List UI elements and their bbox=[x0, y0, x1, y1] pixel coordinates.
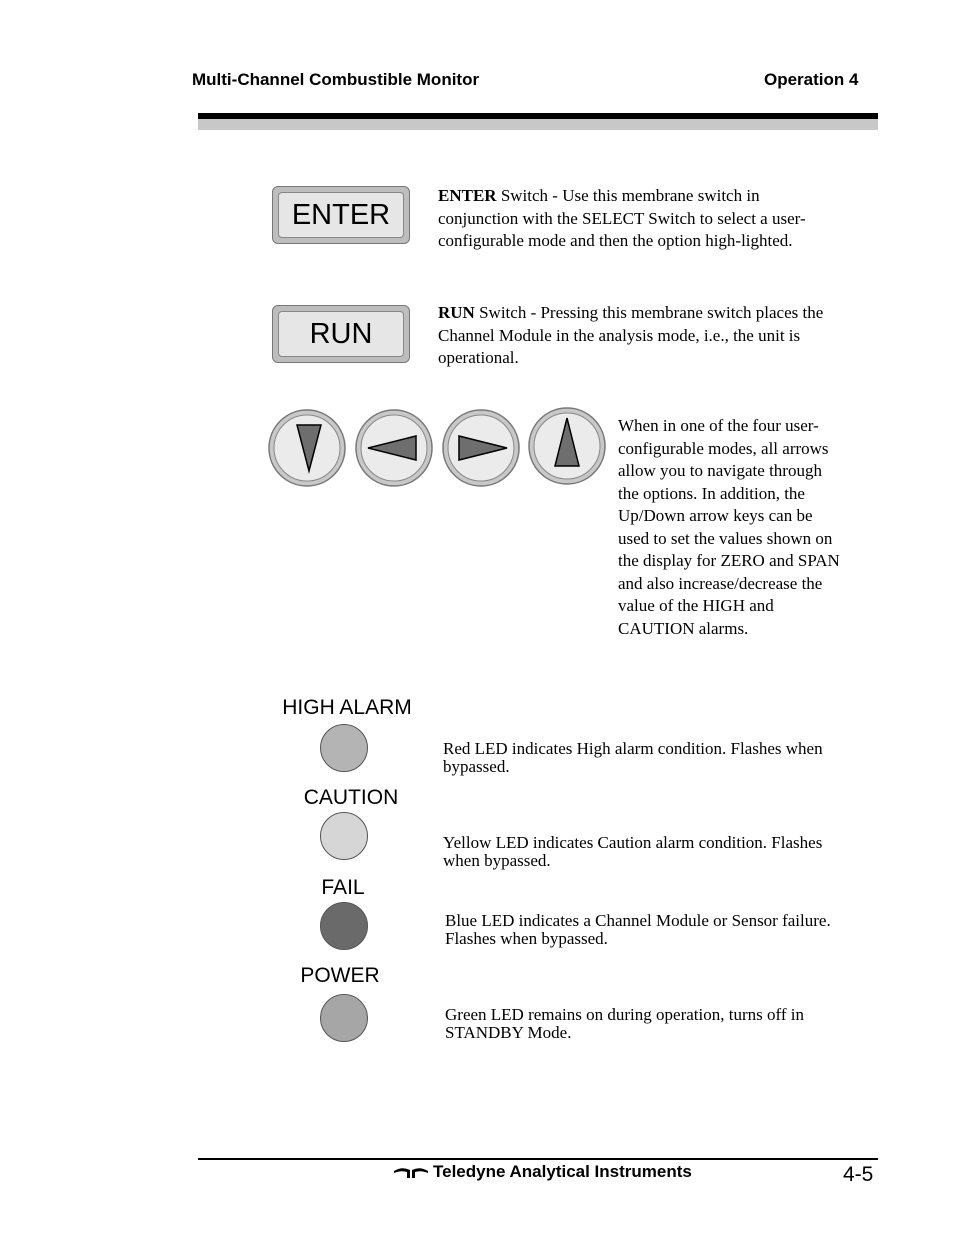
fail-description: Blue LED indicates a Channel Module or Sensor failure. Flashes when bypassed. bbox=[445, 911, 831, 948]
enter-key-label: ENTER bbox=[278, 192, 404, 238]
led-label-fail: FAIL bbox=[321, 876, 365, 899]
right-arrow-icon bbox=[441, 408, 521, 488]
caution-led bbox=[320, 812, 368, 860]
run-description bbox=[438, 302, 838, 370]
footer-rule bbox=[198, 1158, 878, 1160]
arrows-description: When in one of the four user-configurable modes, all arrows allow you to navigate through the options. In addition, the Up/Down arrow keys can be used to set the values shown on the display for ZERO and SPAN and also increase/decrease the value of the HIGH and CAUTION alarms. bbox=[618, 416, 840, 638]
teledyne-logo-icon bbox=[393, 1165, 429, 1179]
up-arrow-icon bbox=[527, 406, 607, 486]
led-label-power: POWER bbox=[300, 964, 380, 987]
footer-brand bbox=[393, 1162, 692, 1182]
footer-brand-name: Teledyne Analytical Instruments bbox=[433, 1162, 692, 1181]
run-key-label: RUN bbox=[278, 311, 404, 357]
caution-description: Yellow LED indicates Caution alarm condition. Flashes when bypassed. bbox=[443, 833, 823, 870]
power-description: Green LED remains on during operation, turns off in STANDBY Mode. bbox=[445, 1005, 804, 1042]
run-key-illustration bbox=[272, 305, 410, 363]
down-arrow-icon bbox=[267, 408, 347, 488]
run-term: RUN bbox=[438, 303, 475, 322]
left-arrow-icon bbox=[354, 408, 434, 488]
power-led bbox=[320, 994, 368, 1042]
enter-term: ENTER bbox=[438, 186, 497, 205]
page-number: 4-5 bbox=[843, 1163, 874, 1186]
fail-led bbox=[320, 902, 368, 950]
led-label-caution: CAUTION bbox=[303, 786, 399, 809]
chapter-label: Operation 4 bbox=[764, 70, 859, 89]
enter-text: Switch - Use this membrane switch in conjunction with the SELECT Switch to select a user-configurable mode and then the option high-lighted. bbox=[438, 186, 806, 250]
run-text: Switch - Pressing this membrane switch places the Channel Module in the analysis mode, i.e., the unit is operational. bbox=[438, 303, 824, 367]
header-rule-shade bbox=[198, 119, 878, 130]
enter-key-illustration bbox=[272, 186, 410, 244]
enter-description bbox=[438, 185, 818, 253]
high-alarm-led bbox=[320, 724, 368, 772]
high-alarm-description: Red LED indicates High alarm condition. Flashes when bypassed. bbox=[443, 739, 823, 776]
led-label-high-alarm: HIGH ALARM bbox=[282, 696, 412, 719]
document-title: Multi-Channel Combustible Monitor bbox=[192, 70, 480, 89]
